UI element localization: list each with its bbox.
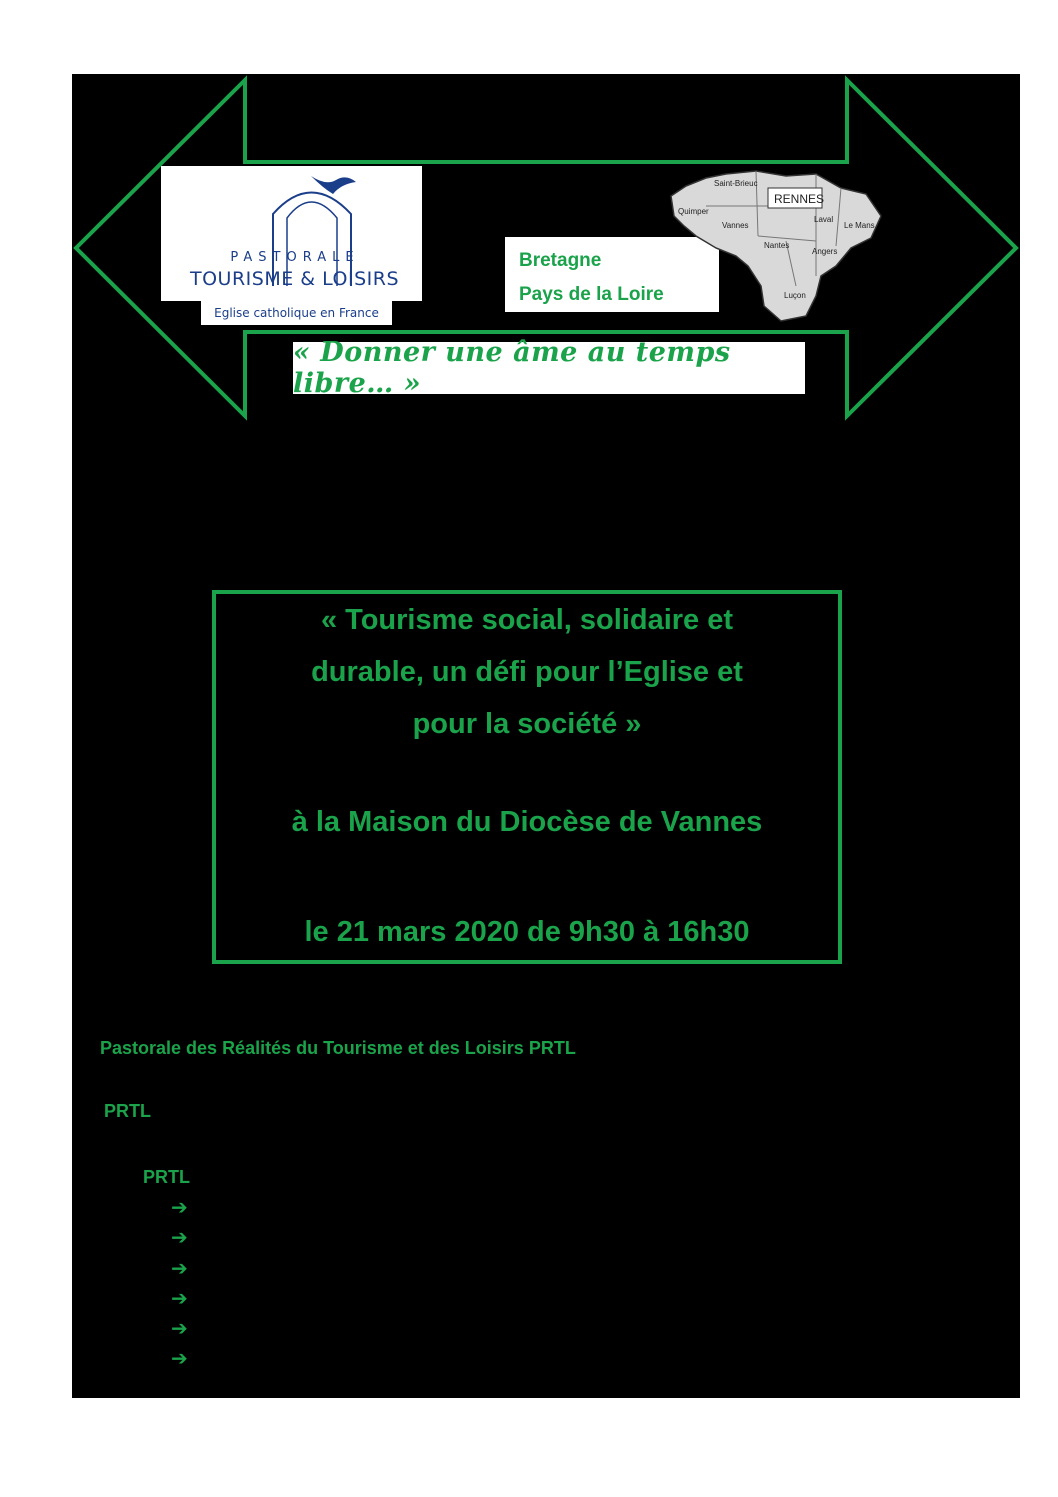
prtl-label-2: PRTL (143, 1167, 190, 1187)
arrow-right-icon: ➔ (171, 1286, 188, 1310)
map-city-rennes: RENNES (774, 192, 825, 206)
logo-pastorale-text: PASTORALE (230, 250, 360, 265)
map-city-vannes: Vannes (722, 221, 749, 230)
region-pays-de-la-loire: Pays de la Loire (519, 284, 664, 305)
map-city-nantes: Nantes (764, 241, 790, 250)
map-city-lucon: Luçon (784, 291, 806, 300)
map-city-saint-brieuc: Saint-Brieuc (714, 179, 758, 188)
logo-subtitle: Eglise catholique en France (201, 300, 392, 325)
region-map (666, 166, 886, 326)
arrow-right-icon: ➔ (171, 1195, 188, 1219)
map-city-laval: Laval (814, 215, 834, 224)
map-city-angers: Angers (812, 247, 838, 256)
event-title-line-3: pour la société » (412, 708, 642, 740)
org-name: Pastorale des Réalités du Tourisme et des Loisirs PRTL (100, 1038, 576, 1058)
arrow-right-icon: ➔ (171, 1256, 188, 1280)
event-title-line-2: durable, un défi pour l’Eglise et (311, 656, 743, 688)
arrow-right-icon: ➔ (171, 1316, 188, 1340)
event-box (212, 590, 842, 964)
map-city-le-mans: Le Mans (844, 221, 875, 230)
arrow-right-icon: ➔ (171, 1225, 188, 1249)
event-location: à la Maison du Diocèse de Vannes (291, 806, 763, 838)
event-title-line-1: « Tourisme social, solidaire et (320, 604, 734, 636)
region-bretagne: Bretagne (519, 250, 602, 271)
event-date: le 21 mars 2020 de 9h30 à 16h30 (304, 916, 750, 948)
arrow-right-icon: ➔ (171, 1346, 188, 1370)
map-city-quimper: Quimper (678, 207, 709, 216)
motto-panel (293, 337, 805, 399)
logo-tourisme-loisirs-text: TOURISME & LOISIRS (189, 268, 400, 290)
prtl-label-1: PRTL (104, 1101, 151, 1121)
motto-text: « Donner une âme au temps libre… » (293, 337, 731, 399)
